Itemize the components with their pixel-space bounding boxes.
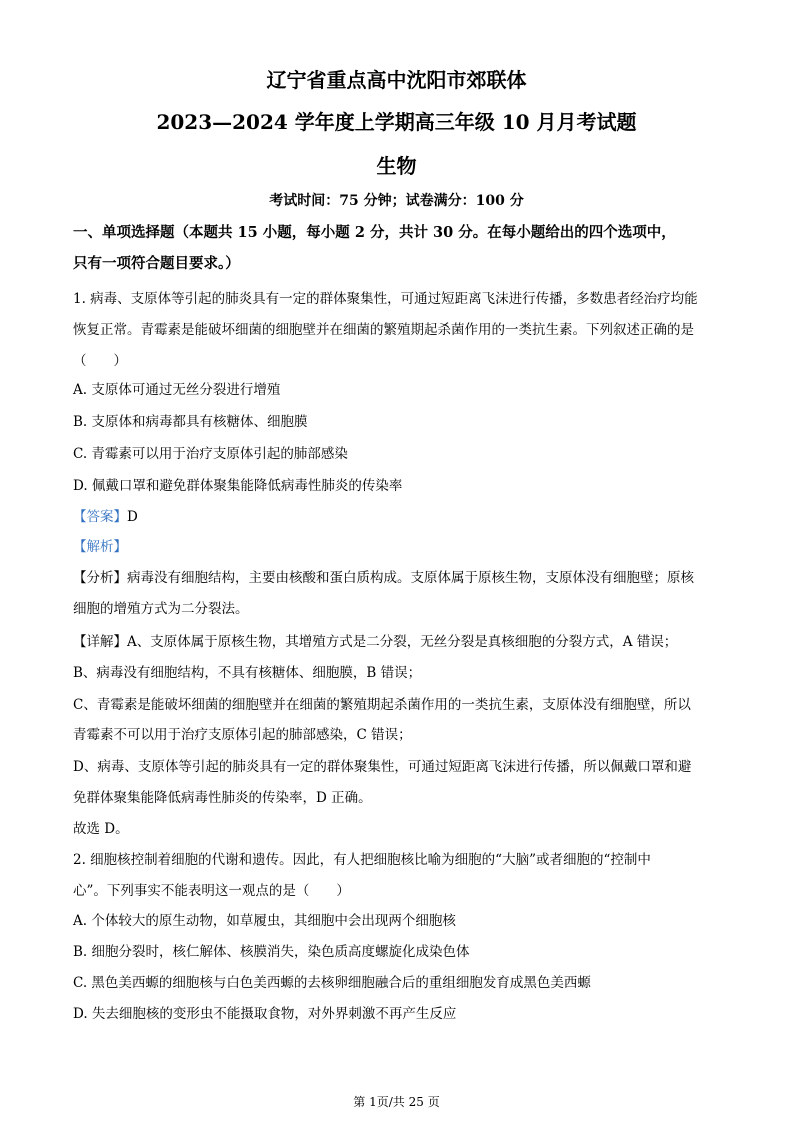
q1-xiangjie-line-c1: C、青霉素是能破坏细菌的细胞壁并在细菌的繁殖期起杀菌作用的一类抗生素，支原体没有细胞壁，所以 bbox=[73, 697, 691, 713]
q1-answer bbox=[73, 505, 733, 525]
q1-option-d: D. 佩戴口罩和避免群体聚集能降低病毒性肺炎的传染率 bbox=[73, 478, 403, 494]
q1-xiangjie-line-d1: D、病毒、支原体等引起的肺炎具有一定的群体聚集性，可通过短距离飞沫进行传播，所以佩戴口罩和避 bbox=[73, 759, 692, 775]
section-heading-line1: 一、单项选择题（本题共 15 小题，每小题 2 分，共计 30 分。在每小题给出的四个选项中， bbox=[73, 224, 676, 241]
q1-analysis bbox=[73, 535, 733, 555]
q1-option-c: C. 青霉素可以用于治疗支原体引起的肺部感染 bbox=[73, 446, 348, 462]
xiangjie-a-text: A、支原体属于原核生物，其增殖方式是二分裂，无丝分裂是真核细胞的分裂方式，A 错误； bbox=[127, 634, 678, 650]
doc-title-exam: 2023—2024 学年度上学期高三年级 10 月月考试题 bbox=[156, 110, 637, 134]
analysis-tag: 【解析】 bbox=[73, 539, 127, 555]
q2-option-a: A. 个体较大的原生动物，如草履虫，其细胞中会出现两个细胞核 bbox=[73, 913, 456, 929]
q1-xiangjie-line-a bbox=[73, 630, 733, 650]
fenxi-tag: 【分析】 bbox=[73, 570, 127, 586]
q1-fenxi-line2: 细胞的增殖方式为二分裂法。 bbox=[73, 601, 249, 617]
doc-title-subject: 生物 bbox=[376, 154, 417, 178]
q1-stem-line1: 1. 病毒、支原体等引起的肺炎具有一定的群体聚集性，可通过短距离飞沫进行传播，多数患者经治疗均能 bbox=[73, 291, 698, 307]
exam-info: 考试时间：75 分钟；试卷满分：100 分 bbox=[269, 193, 524, 209]
q1-xiangjie-line-b: B、病毒没有细胞结构，不具有核糖体、细胞膜，B 错误； bbox=[73, 665, 422, 681]
q1-fenxi-line1 bbox=[73, 566, 733, 586]
answer-tag: 【答案】 bbox=[73, 509, 127, 525]
section-heading-line2: 只有一项符合题目要求。） bbox=[73, 255, 240, 272]
q2-stem-line1: 2. 细胞核控制着细胞的代谢和遗传。因此，有人把细胞核比喻为细胞的“大脑”或者细胞的“控制中 bbox=[73, 852, 651, 868]
page-number: 第 1页/共 25 页 bbox=[353, 1095, 440, 1109]
answer-value: D bbox=[127, 509, 138, 525]
q1-option-a: A. 支原体可通过无丝分裂进行增殖 bbox=[73, 382, 281, 398]
q1-xiangjie-line-d2: 免群体聚集能降低病毒性肺炎的传染率，D 正确。 bbox=[73, 790, 372, 806]
q1-xiangjie-line-c2: 青霉素不可以用于治疗支原体引起的肺部感染，C 错误； bbox=[73, 727, 412, 743]
q1-conclusion: 故选 D。 bbox=[73, 821, 129, 837]
q1-stem-line3: （ ） bbox=[73, 353, 127, 369]
q1-option-b: B. 支原体和病毒都具有核糖体、细胞膜 bbox=[73, 414, 308, 430]
q2-option-c: C. 黑色美西螈的细胞核与白色美西螈的去核卵细胞融合后的重组细胞发育成黑色美西螈 bbox=[73, 975, 591, 991]
q2-option-b: B. 细胞分裂时，核仁解体、核膜消失，染色质高度螺旋化成染色体 bbox=[73, 944, 470, 960]
q2-stem-line2: 心”。下列事实不能表明这一观点的是（ ） bbox=[73, 883, 350, 899]
fenxi-text-1: 病毒没有细胞结构，主要由核酸和蛋白质构成。支原体属于原核生物，支原体没有细胞壁；原核 bbox=[127, 570, 694, 586]
doc-title-school: 辽宁省重点高中沈阳市郊联体 bbox=[266, 68, 527, 92]
q1-stem-line2: 恢复正常。青霉素是能破坏细菌的细胞壁并在细菌的繁殖期起杀菌作用的一类抗生素。下列叙述正确的是 bbox=[73, 322, 694, 338]
xiangjie-tag: 【详解】 bbox=[73, 634, 127, 650]
q2-option-d: D. 失去细胞核的变形虫不能摄取食物，对外界刺激不再产生反应 bbox=[73, 1006, 457, 1022]
